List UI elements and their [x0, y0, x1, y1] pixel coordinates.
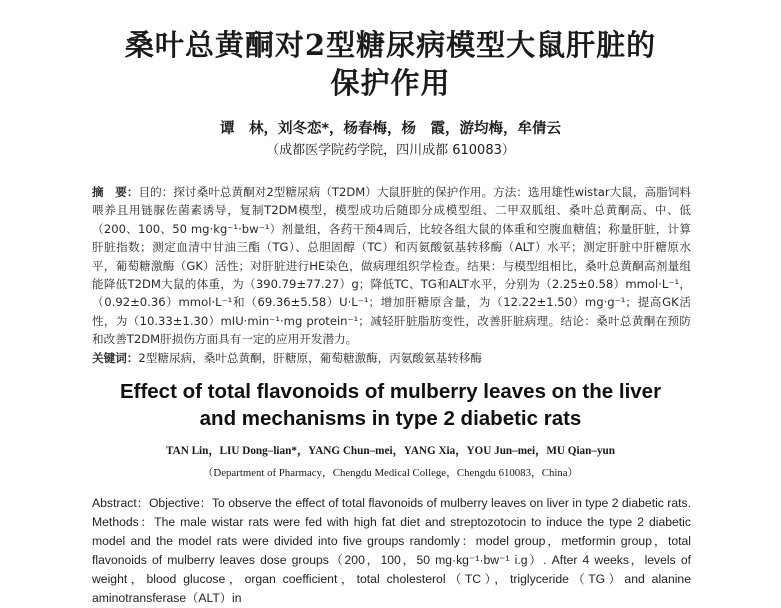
chinese-keywords-text: 2型糖尿病，桑叶总黄酮，肝糖原，葡萄糖激酶，丙氨酸氨基转移酶 — [138, 350, 482, 365]
english-abstract-text: Objective：To observe the effect of total flavonoids of mulberry leaves on liver in type 2 diabetic rats. Methods：The male wistar rats were fed with high fat diet and streptozotocin to induce the type 2 diabetic model and the model rats were divided into five groups randomly：model group，metformin group，total flavonoids of mulberry leaves dose groups（200，100，50 mg·kg⁻¹·bw⁻¹ i.g）. After 4 weeks，levels of weight，blood glucose，organ coefficient，total cholesterol（TC），triglyceride（TG）and alanine aminotransferase（ALT）in — [92, 496, 691, 606]
chinese-affiliation: （成都医学院药学院，四川成都 610083） — [266, 143, 515, 158]
chinese-keywords — [92, 349, 691, 367]
chinese-title-line-2: 保护作用 — [330, 66, 451, 100]
chinese-abstract — [92, 183, 691, 349]
english-abstract-label: Abstract： — [92, 496, 149, 511]
english-authors: TAN Lin，LIU Dong–lian*，YANG Chun–mei，YANG Xia，YOU Jun–mei，MU Qian–yun — [165, 445, 616, 458]
english-title-line-1: Effect of total flavonoids of mulberry leaves on the liver — [119, 380, 662, 404]
chinese-authors: 谭 林，刘冬恋*，杨春梅，杨 霞，游均梅，牟倩云 — [219, 121, 562, 137]
chinese-title-line-1: 桑叶总黄酮对2型糖尿病模型大鼠肝脏的 — [124, 28, 657, 62]
english-affiliation: （Department of Pharmacy，Chengdu Medical College，Chengdu 610083，China） — [202, 467, 579, 480]
english-abstract — [92, 494, 691, 608]
chinese-abstract-text: 目的：探讨桑叶总黄酮对2型糖尿病（T2DM）大鼠肝脏的保护作用。方法：选用雄性wistar大鼠，高脂饲料喂养且用链脲佐菌素诱导，复制T2DM模型，模型成功后随即分成模型组、二甲双胍组、桑叶总黄酮高、中、低（200、100、50 mg·kg⁻¹·bw⁻¹）剂量组，各药干预4周后，比较各组大鼠的体重和空腹血糖值；称量肝脏，计算肝脏指数；测定血清中甘油三酯（TG）、总胆固醇（TC）和丙氨酸氨基转移酶（ALT）水平；测定肝脏中肝糖原水平，葡萄糖激酶（GK）活性；对肝脏进行HE染色，做病理组织学检查。结果：与模型组相比，桑叶总黄酮高剂量组能降低T2DM大鼠的体重，为（390.79±77.27）g；降低TC、TG和ALT水平，分别为（2.25±0.58）mmol·L⁻¹，（0.92±0.36）mmol·L⁻¹和（69.36±5.58）U·L⁻¹；增加肝糖原含量，为（12.22±1.50）mg·g⁻¹；提高GK活性，为（10.33±1.30）mIU·min⁻¹·mg protein⁻¹；减轻肝脏脂肪变性，改善肝脏病理。结论：桑叶总黄酮在预防和改善T2DM肝损伤方面具有一定的应用开发潜力。 — [92, 185, 691, 347]
english-title-line-2: and mechanisms in type 2 diabetic rats — [199, 407, 582, 431]
chinese-abstract-label: 摘 要： — [92, 185, 139, 199]
chinese-keywords-label: 关键词： — [92, 350, 139, 365]
